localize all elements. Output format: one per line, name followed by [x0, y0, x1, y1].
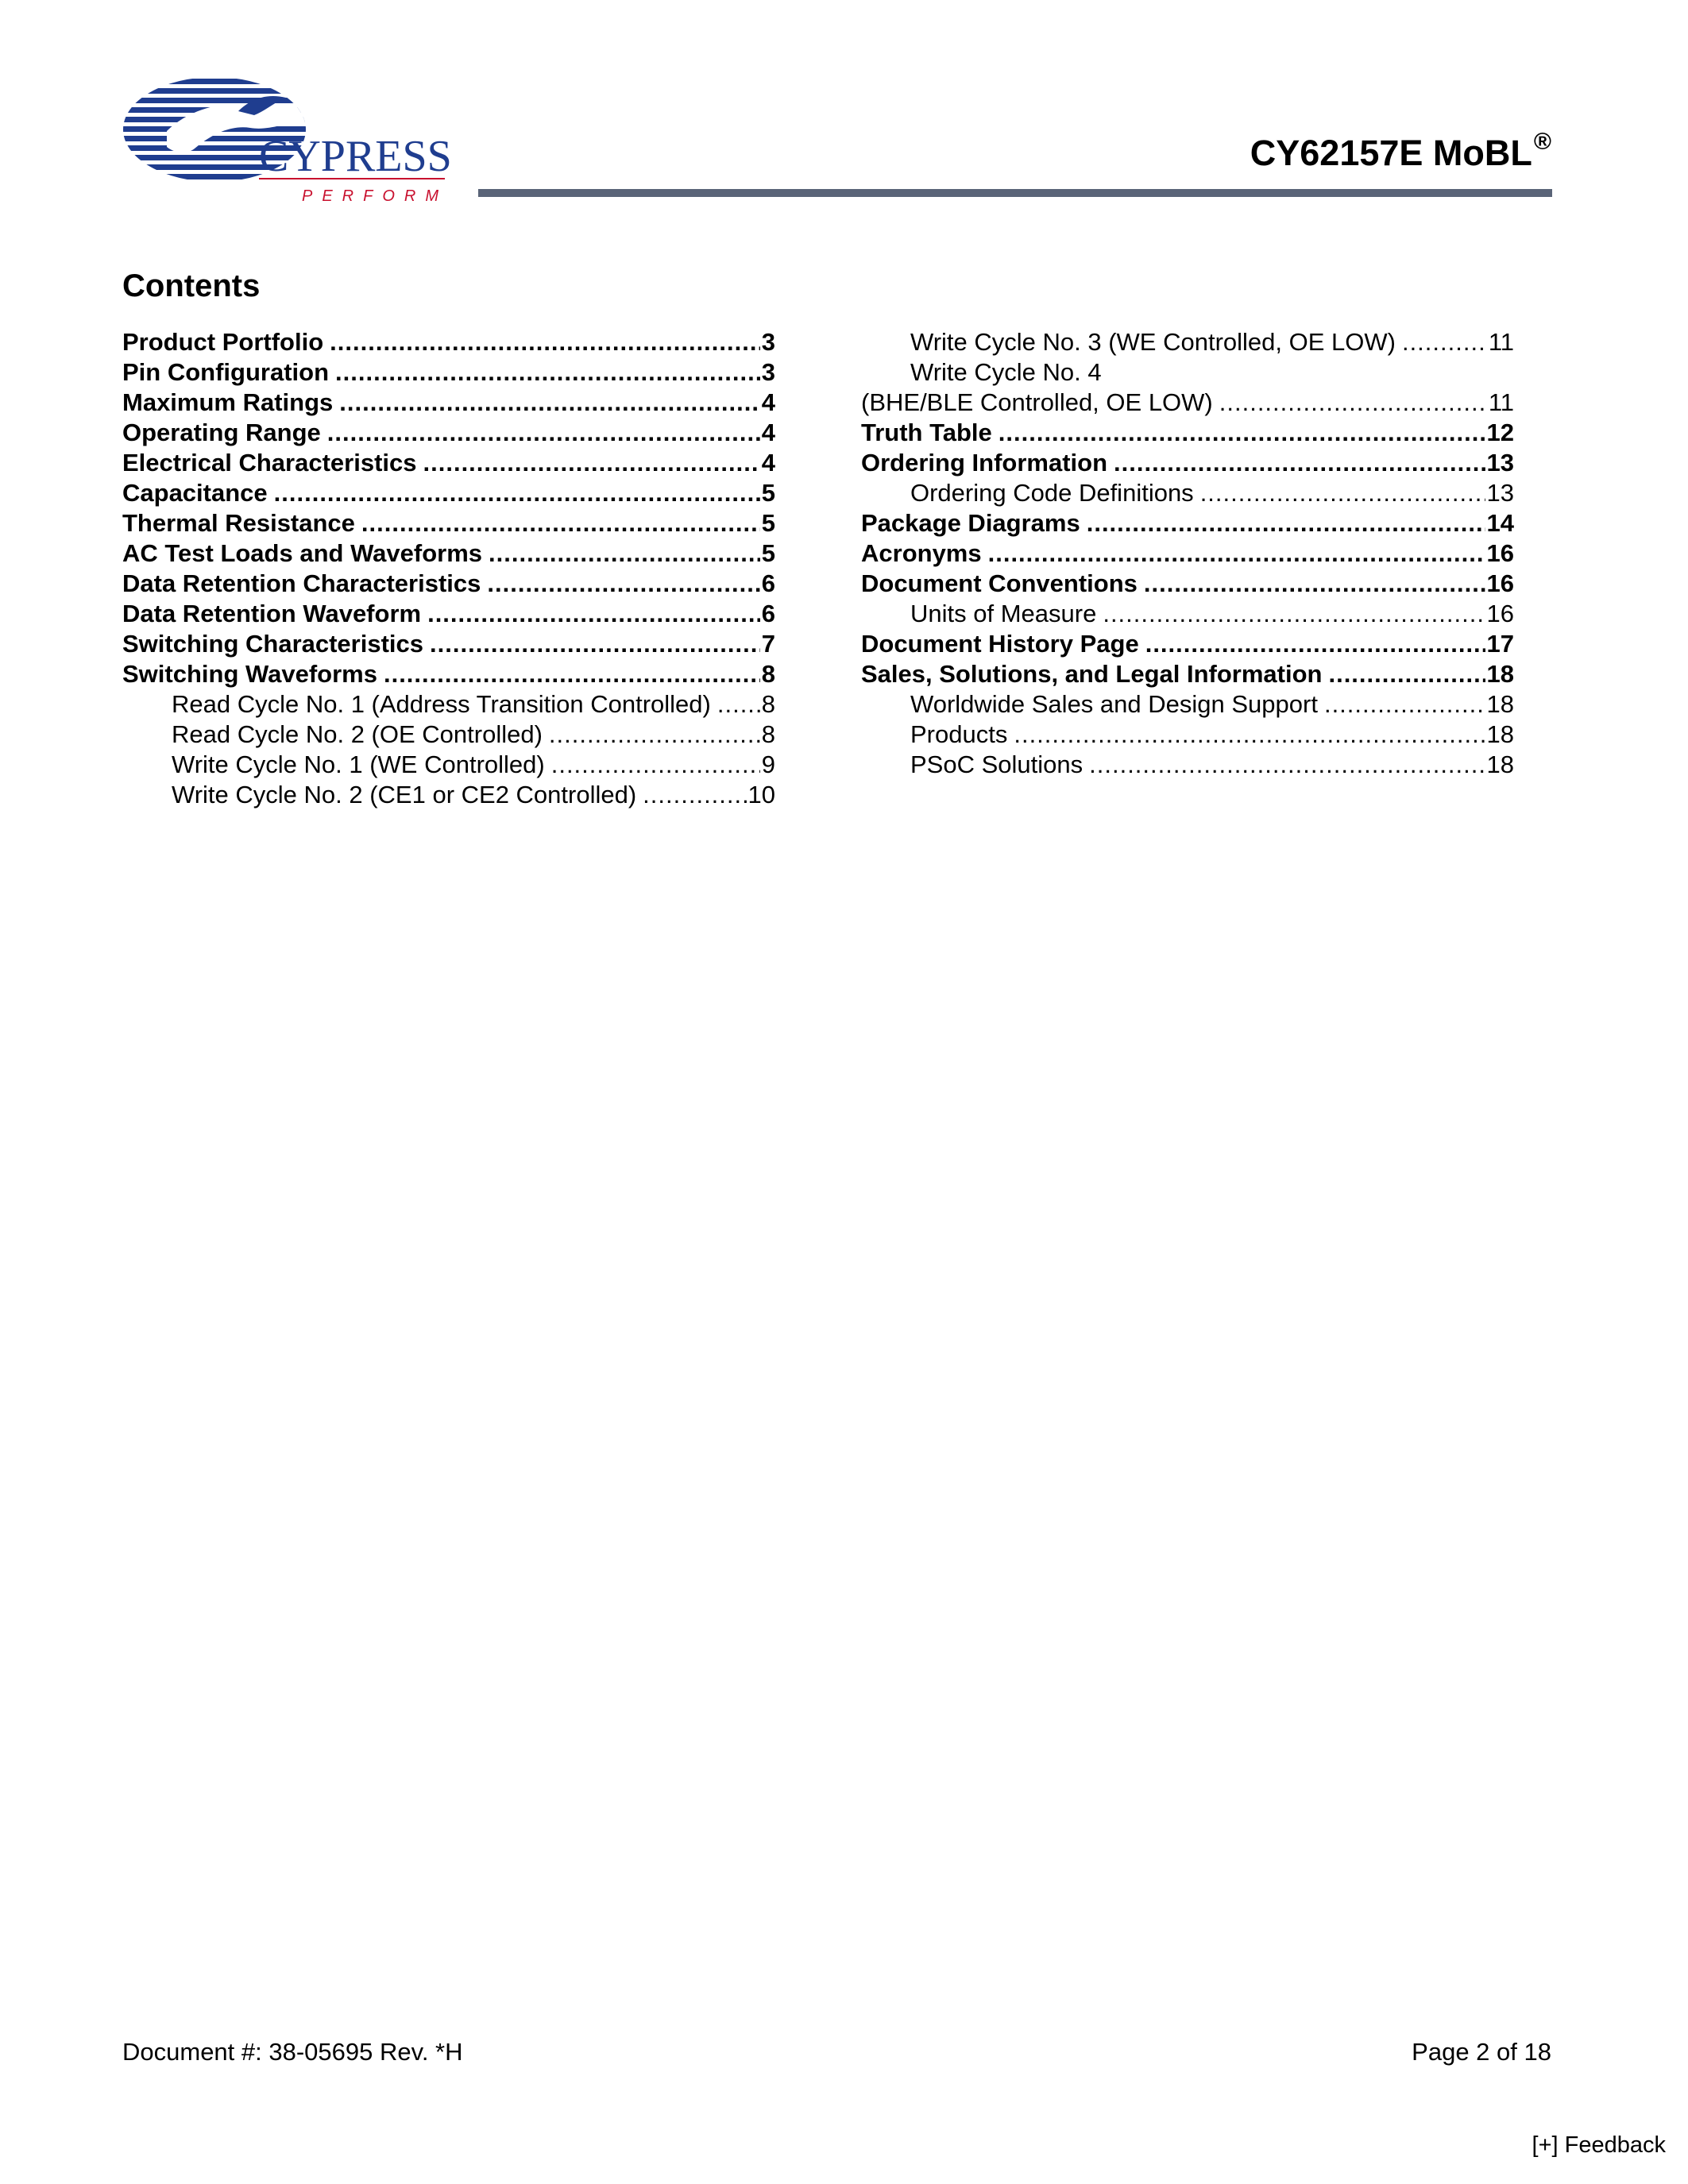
- toc-leader-dots: [1144, 569, 1485, 599]
- toc-entry-page: 13: [1486, 449, 1514, 477]
- toc-entry-title: AC Test Loads and Waveforms: [122, 539, 483, 567]
- toc-leader-dots: [335, 357, 760, 388]
- toc-entry[interactable]: [122, 448, 775, 478]
- toc-entry-title: Acronyms: [861, 539, 982, 567]
- toc-entry-title: Switching Characteristics: [122, 630, 424, 658]
- toc-entry-title: Products: [910, 720, 1008, 748]
- toc-leader-dots: [274, 478, 760, 508]
- toc-entry-title: Write Cycle No. 3 (WE Controlled, OE LOW): [910, 328, 1396, 356]
- toc-entry[interactable]: [122, 629, 775, 659]
- toc-entry-page: 9: [761, 751, 775, 778]
- toc-leader-dots: [423, 448, 760, 478]
- toc-entry-page: 5: [761, 539, 775, 567]
- cypress-logo-graphic: [119, 75, 453, 210]
- toc-entry-title: (BHE/BLE Controlled, OE LOW): [861, 388, 1213, 416]
- toc-leader-dots: [1014, 720, 1485, 750]
- toc-entry[interactable]: [861, 478, 1514, 508]
- toc-entry-page: 18: [1486, 720, 1514, 748]
- toc-entry[interactable]: [861, 418, 1514, 448]
- toc-leader-dots: [1089, 750, 1485, 780]
- toc-entry-page: 13: [1486, 479, 1514, 507]
- toc-entry-page: 18: [1486, 690, 1514, 718]
- toc-entry[interactable]: [122, 357, 775, 388]
- toc-entry-title: Read Cycle No. 2 (OE Controlled): [172, 720, 543, 748]
- toc-entry-title: Switching Waveforms: [122, 660, 377, 688]
- toc-entry[interactable]: [861, 448, 1514, 478]
- toc-leader-dots: [1200, 478, 1485, 508]
- toc-entry-title: Data Retention Characteristics: [122, 569, 481, 597]
- toc-entry-title: PSoC Solutions: [910, 751, 1083, 778]
- toc-left-column: [122, 327, 775, 810]
- toc-entry[interactable]: [861, 750, 1514, 780]
- toc-entry[interactable]: [122, 538, 775, 569]
- toc-entry[interactable]: [122, 388, 775, 418]
- toc-entry[interactable]: [861, 327, 1514, 357]
- toc-entry[interactable]: [861, 388, 1514, 418]
- toc-entry-title: Ordering Code Definitions: [910, 479, 1194, 507]
- toc-entry-page: 17: [1486, 630, 1514, 658]
- toc-entry[interactable]: [122, 569, 775, 599]
- toc-entry-page: 10: [747, 781, 775, 808]
- toc-entry-title: Document Conventions: [861, 569, 1138, 597]
- toc-entry-page: 16: [1486, 539, 1514, 567]
- toc-leader-dots: [1103, 599, 1485, 629]
- toc-entry-page: 11: [1488, 388, 1514, 416]
- registered-mark: ®: [1533, 129, 1551, 155]
- logo-tagline: PERFORM: [302, 187, 448, 205]
- toc-entry-page: 4: [761, 419, 775, 446]
- toc-entry[interactable]: [861, 508, 1514, 538]
- toc-entry[interactable]: [861, 599, 1514, 629]
- toc-leader-dots: [487, 569, 759, 599]
- toc-leader-dots: [427, 599, 760, 629]
- cypress-logo: [119, 75, 453, 210]
- document-number: Document #: 38-05695 Rev. *H: [122, 2038, 463, 2066]
- toc-entry-title: Truth Table: [861, 419, 992, 446]
- toc-entry-page: 12: [1486, 419, 1514, 446]
- toc-entry-page: 3: [761, 328, 775, 356]
- toc-leader-dots: [999, 418, 1485, 448]
- toc-leader-dots: [327, 418, 760, 448]
- toc-entry-page: 8: [761, 660, 775, 688]
- toc-leader-dots: [643, 780, 746, 810]
- toc-leader-dots: [489, 538, 760, 569]
- toc-entry[interactable]: [122, 418, 775, 448]
- toc-entry-title: Electrical Characteristics: [122, 449, 417, 477]
- toc-entry-title: Read Cycle No. 1 (Address Transition Controlled): [172, 690, 711, 718]
- toc-entry[interactable]: [861, 629, 1514, 659]
- toc-entry-title: Package Diagrams: [861, 509, 1080, 537]
- toc-entry[interactable]: [122, 720, 775, 750]
- feedback-link[interactable]: [+] Feedback: [1532, 2132, 1666, 2158]
- toc-entry-page: 8: [761, 720, 775, 748]
- toc-leader-dots: [339, 388, 759, 418]
- toc-entry-title: Maximum Ratings: [122, 388, 334, 416]
- toc-leader-dots: [1219, 388, 1487, 418]
- toc-entry-page: 16: [1486, 600, 1514, 627]
- toc-entry-page: 14: [1486, 509, 1514, 537]
- toc-entry-page: 11: [1488, 328, 1514, 356]
- page-number: Page 2 of 18: [1412, 2038, 1551, 2066]
- toc-entry-title: Units of Measure: [910, 600, 1097, 627]
- toc-entry-page: 18: [1486, 751, 1514, 778]
- toc-leader-dots: [549, 720, 760, 750]
- toc-entry-page: 6: [761, 569, 775, 597]
- toc-entry[interactable]: [122, 327, 775, 357]
- toc-entry[interactable]: [861, 720, 1514, 750]
- toc-entry-page: 6: [761, 600, 775, 627]
- toc-entry-page: 16: [1486, 569, 1514, 597]
- toc-entry[interactable]: [122, 780, 775, 810]
- toc-entry-page: 3: [761, 358, 775, 386]
- toc-entry-title: Sales, Solutions, and Legal Information: [861, 660, 1323, 688]
- toc-entry-title: Ordering Information: [861, 449, 1107, 477]
- toc-entry[interactable]: [861, 538, 1514, 569]
- toc-entry-title: Write Cycle No. 4: [910, 358, 1102, 386]
- toc-entry-page: 8: [761, 690, 775, 718]
- toc-leader-dots: [551, 750, 760, 780]
- toc-leader-dots: [988, 538, 1485, 569]
- toc-entry-title: Operating Range: [122, 419, 321, 446]
- logo-wordmark: CYPRESS: [259, 132, 452, 181]
- toc-entry-title: Product Portfolio: [122, 328, 324, 356]
- header-rule: [478, 189, 1552, 197]
- toc-leader-dots: [430, 629, 760, 659]
- contents-heading: Contents: [122, 268, 261, 303]
- document-title: [1250, 129, 1551, 174]
- toc-entry[interactable]: [122, 750, 775, 780]
- toc-leader-dots: [330, 327, 760, 357]
- toc-leader-dots: [717, 689, 760, 720]
- toc-entry[interactable]: [122, 689, 775, 720]
- toc-entry[interactable]: [861, 659, 1514, 689]
- toc-entry-title: Document History Page: [861, 630, 1139, 658]
- toc-leader-dots: [1145, 629, 1485, 659]
- toc-entry-page: 7: [761, 630, 775, 658]
- toc-leader-dots: [1087, 508, 1485, 538]
- toc-leader-dots: [1328, 659, 1485, 689]
- toc-entry-title: Thermal Resistance: [122, 509, 355, 537]
- toc-leader-dots: [1324, 689, 1485, 720]
- toc-entry-title: Write Cycle No. 1 (WE Controlled): [172, 751, 545, 778]
- toc-leader-dots: [361, 508, 760, 538]
- toc-entry[interactable]: [122, 478, 775, 508]
- toc-entry[interactable]: [861, 689, 1514, 720]
- toc-entry-page: 18: [1486, 660, 1514, 688]
- toc-entry[interactable]: [122, 599, 775, 629]
- toc-entry-title: Data Retention Waveform: [122, 600, 422, 627]
- toc-entry-title: Capacitance: [122, 479, 268, 507]
- toc-entry-title: Pin Configuration: [122, 358, 330, 386]
- toc-entry-page: 5: [761, 479, 775, 507]
- document-title-text: CY62157E MoBL: [1250, 133, 1532, 173]
- toc-entry[interactable]: [122, 508, 775, 538]
- toc-entry-title: Worldwide Sales and Design Support: [910, 690, 1318, 718]
- toc-entry[interactable]: [861, 569, 1514, 599]
- toc-entry-page: 5: [761, 509, 775, 537]
- toc-entry-page: 4: [761, 388, 775, 416]
- toc-entry[interactable]: [861, 357, 1514, 388]
- toc-entry-title: Write Cycle No. 2 (CE1 or CE2 Controlled): [172, 781, 637, 808]
- toc-entry-page: 4: [761, 449, 775, 477]
- toc-right-column: [861, 327, 1514, 780]
- toc-leader-dots: [1114, 448, 1485, 478]
- toc-entry[interactable]: [122, 659, 775, 689]
- toc-leader-dots: [1402, 327, 1487, 357]
- toc-leader-dots: [384, 659, 760, 689]
